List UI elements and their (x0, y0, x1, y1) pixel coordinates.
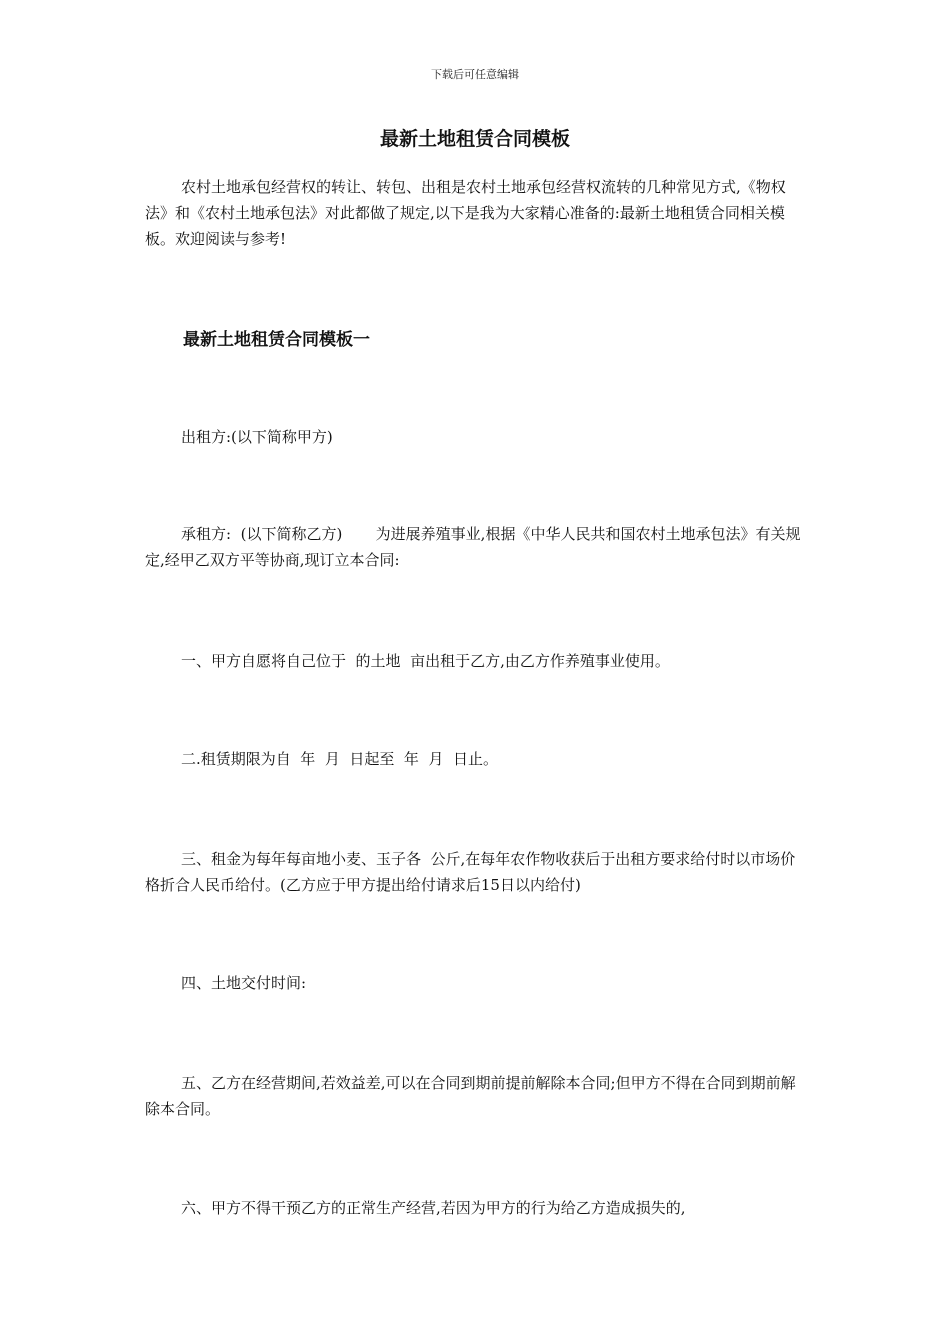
clause-5: 五、乙方在经营期间,若效益差,可以在合同到期前提前解除本合同;但甲方不得在合同到期前解除本合同。 (145, 1074, 796, 1118)
section-title: 最新土地租赁合同模板一 (183, 330, 370, 350)
clause-1: 一、甲方自愿将自己位于 的土地 亩出租于乙方,由乙方作养殖事业使用。 (181, 652, 670, 670)
clause-3: 三、租金为每年每亩地小麦、玉子各 公斤,在每年农作物收获后于出租方要求给付时以市场价格折合人民币给付。(乙方应于甲方提出给付请求后15日以内给付) (145, 850, 796, 894)
clause-4: 四、土地交付时间: (181, 974, 307, 992)
clause-2: 二.租赁期限为自 年 月 日起至 年 月 日止。 (181, 750, 498, 768)
clause-6: 六、甲方不得干预乙方的正常生产经营,若因为甲方的行为给乙方造成损失的, (181, 1199, 686, 1217)
page-title: 最新土地租赁合同模板 (379, 128, 570, 150)
header-note: 下载后可任意编辑 (431, 68, 519, 81)
lessee-paragraph: 承租方: (以下简称乙方) 为进展养殖事业,根据《中华人民共和国农村土地承包法》有关规定,经甲乙双方平等协商,现订立本合同: (145, 525, 801, 569)
lessor-paragraph: 出租方:(以下简称甲方) (181, 428, 333, 446)
intro-paragraph: 农村土地承包经营权的转让、转包、出租是农村土地承包经营权流转的几种常见方式,《物权法》和《农村土地承包法》对此都做了规定,以下是我为大家精心准备的:最新土地租赁合同相关模板。欢迎阅读与参考! (145, 178, 786, 248)
